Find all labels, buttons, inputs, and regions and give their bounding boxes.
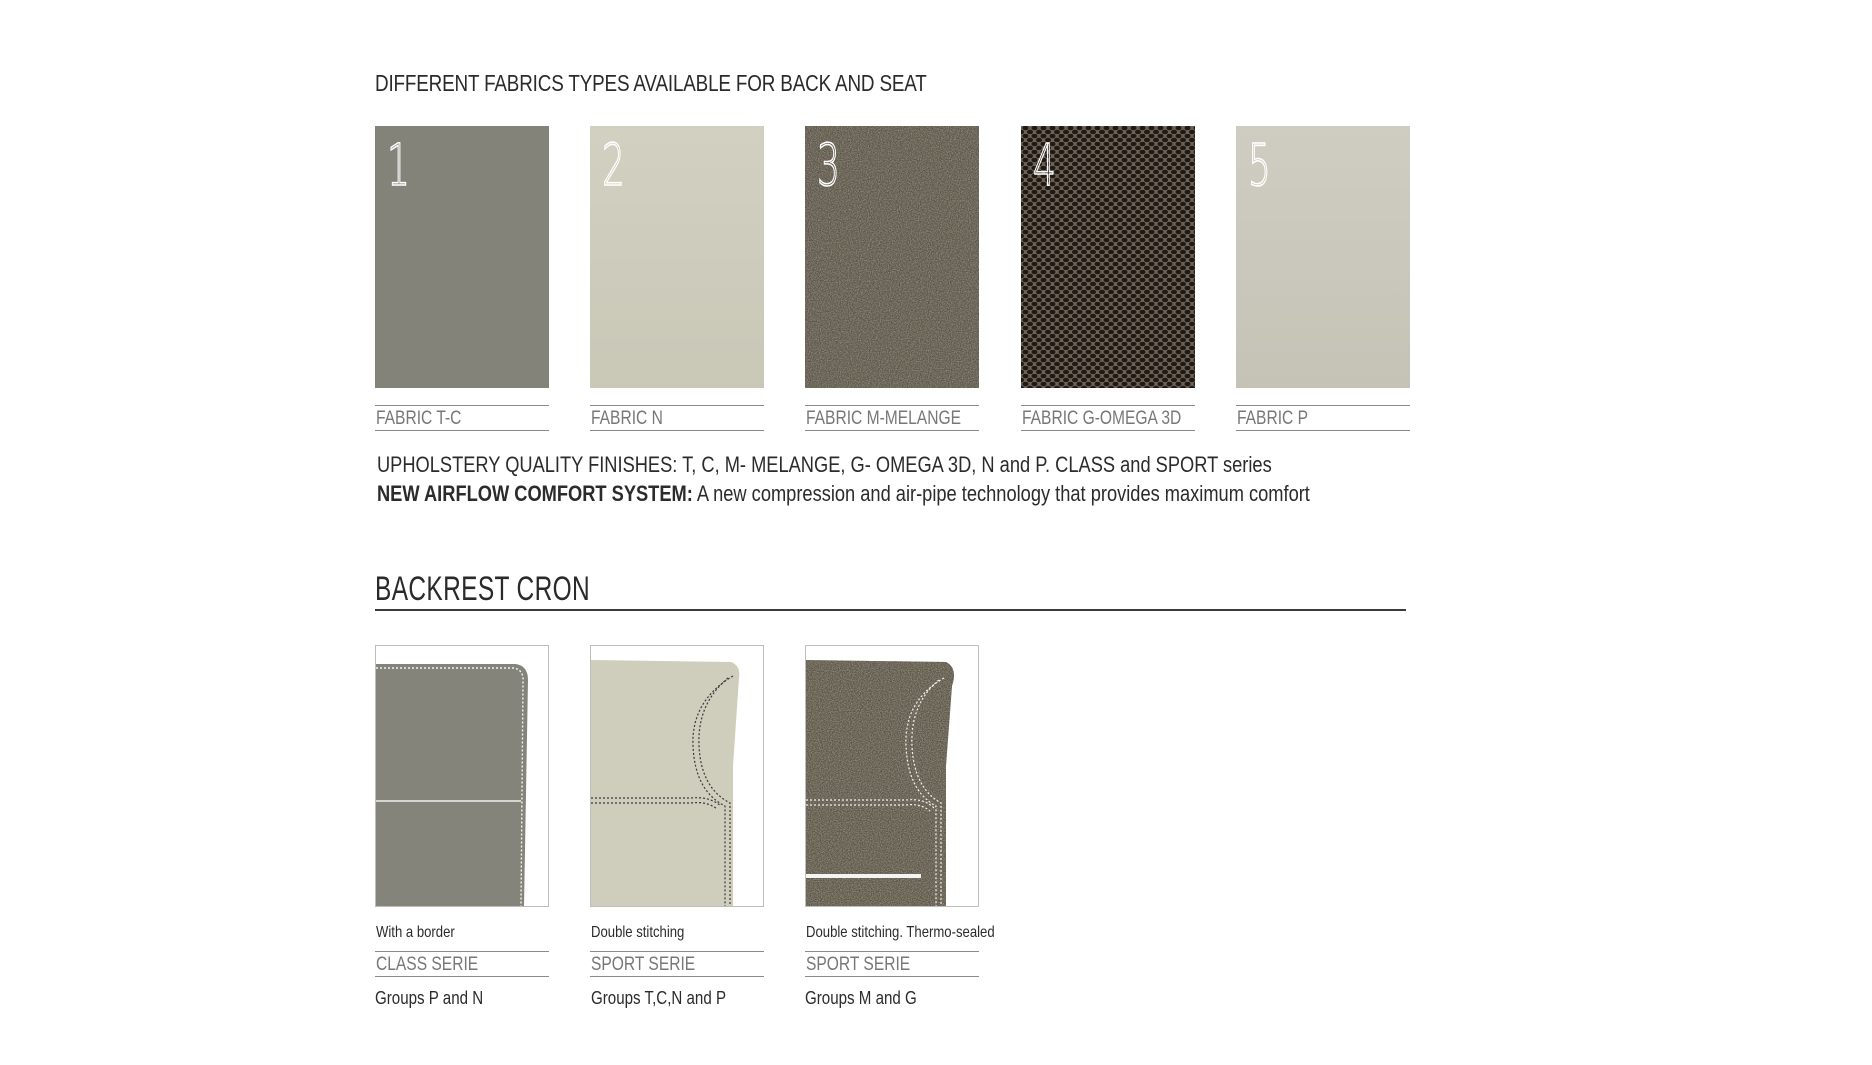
swatch-number: 1 xyxy=(387,131,410,199)
groups-text: Groups T,C,N and P xyxy=(591,988,727,1008)
groups-text: Groups P and N xyxy=(375,988,484,1008)
fabric-label-n: FABRIC N xyxy=(590,405,764,431)
fabric-swatch-p xyxy=(1236,126,1410,388)
fabric-swatch-n xyxy=(590,126,764,388)
fabric-label-t-c: FABRIC T-C xyxy=(375,405,549,431)
fabric-swatch-m-melange xyxy=(805,126,979,388)
section-divider xyxy=(375,609,1406,611)
backrest-description: With a border xyxy=(376,924,455,941)
backrest-image-sport-melange xyxy=(805,645,979,907)
groups-text: Groups M and G xyxy=(805,988,917,1008)
fabric-swatch-g-omega-3d xyxy=(1021,126,1195,388)
fabric-label-m-melange: FABRIC M-MELANGE xyxy=(805,405,979,431)
serie-label-sport: SPORT SERIE xyxy=(805,951,979,977)
backrest-description: Double stitching. Thermo-sealed xyxy=(806,924,995,941)
swatch-number: 4 xyxy=(1033,131,1056,199)
airflow-title: NEW AIRFLOW COMFORT SYSTEM: xyxy=(377,481,693,506)
finishes-text: UPHOLSTERY QUALITY FINISHES: T, C, M- MELANGE, G- OMEGA 3D, N and P. CLASS and SPORT series xyxy=(377,452,1272,477)
fabric-label-p: FABRIC P xyxy=(1236,405,1410,431)
airflow-text xyxy=(377,481,1310,507)
backrest-image-sport xyxy=(590,645,764,907)
swatch-number: 5 xyxy=(1248,131,1271,199)
fabric-swatch-t-c xyxy=(375,126,549,388)
fabrics-heading: DIFFERENT FABRICS TYPES AVAILABLE FOR BACK AND SEAT xyxy=(375,70,927,96)
airflow-description: A new compression and air-pipe technology that provides maximum comfort xyxy=(692,481,1310,506)
backrest-image-class xyxy=(375,645,549,907)
backrest-description: Double stitching xyxy=(591,924,685,941)
serie-label-sport: SPORT SERIE xyxy=(590,951,764,977)
swatch-number: 2 xyxy=(602,131,625,199)
fabric-label-g-omega-3d: FABRIC G-OMEGA 3D xyxy=(1021,405,1195,431)
serie-label-class: CLASS SERIE xyxy=(375,951,549,977)
swatch-number: 3 xyxy=(817,131,840,199)
backrest-title: BACKREST CRON xyxy=(375,570,591,608)
